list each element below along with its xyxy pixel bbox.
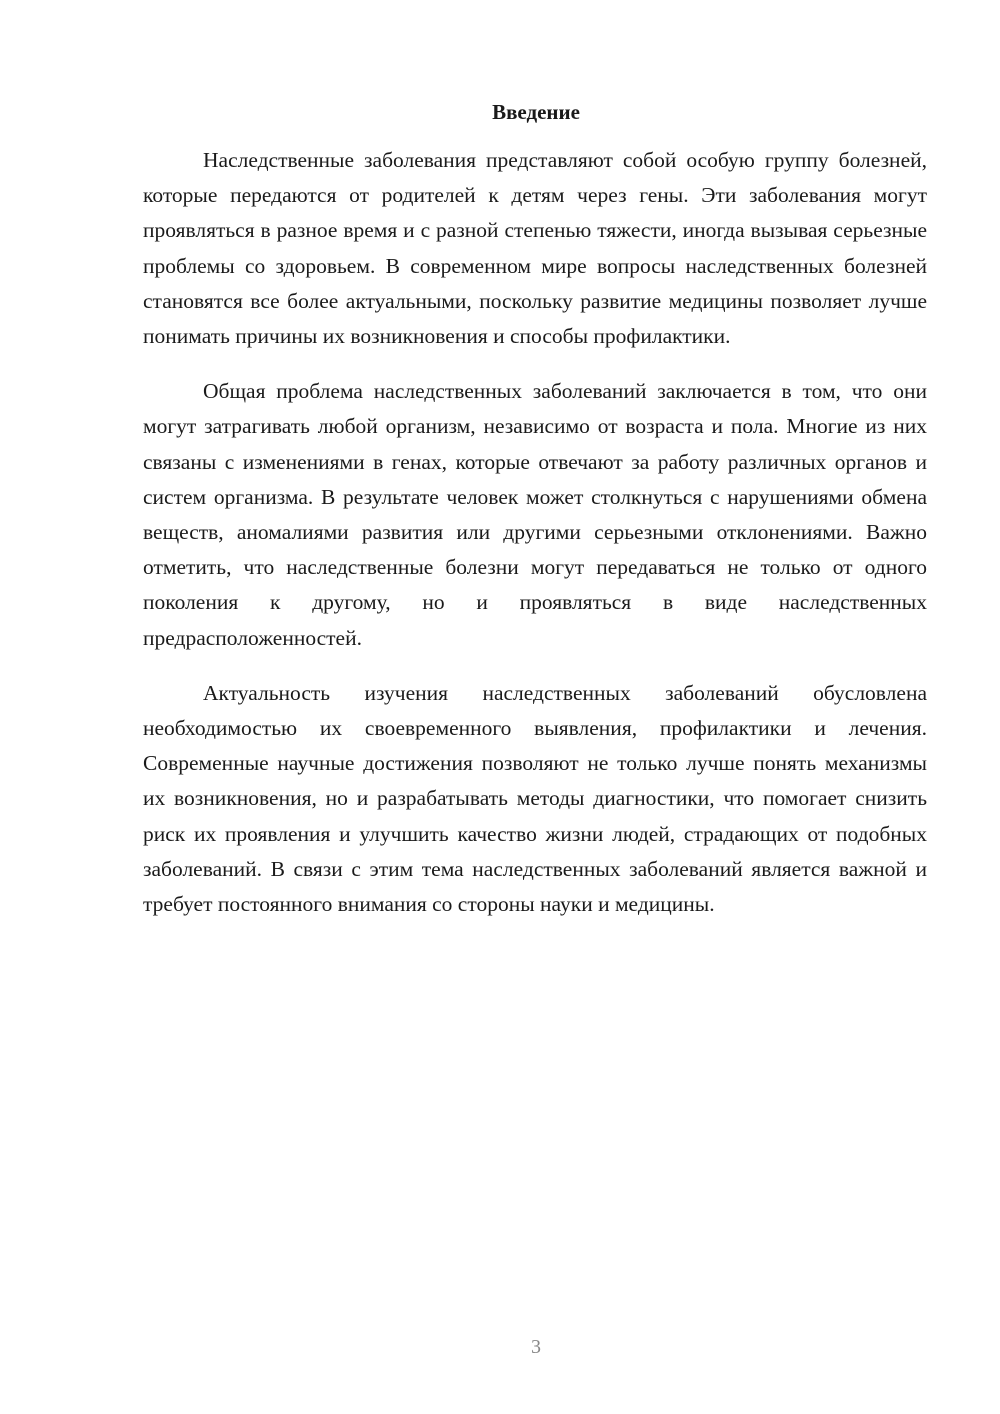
page-number: 3 <box>531 1336 541 1358</box>
paragraph-2: Общая проблема наследственных заболеваний заключается в том, что они могут затрагивать любой организм, независимо от возраста и пола. Многие из них связаны с изменениями в генах, которые отвечают за работу различных органов и систем организма. В результате человек может столкнуться с нарушениями обмена веществ, аномалиями развития или другими серьезными отклонениями. Важно отметить, что наследственные болезни могут передаваться не только от одного поколения к другому, но и проявляться в виде наследственных предрасположенностей. <box>143 379 927 650</box>
document-body <box>143 143 927 942</box>
paragraph-1: Наследственные заболевания представляют собой особую группу болезней, которые передаются от родителей к детям через гены. Эти заболевания могут проявляться в разное время и с разной степенью тяжести, иногда вызывая серьезные проблемы со здоровьем. В современном мире вопросы наследственных болезней становятся все более актуальными, поскольку развитие медицины позволяет лучше понимать причины их возникновения и способы профилактики. <box>143 148 927 349</box>
section-heading: Введение <box>492 100 580 124</box>
paragraph-3: Актуальность изучения наследственных заболеваний обусловлена необходимостью их своевременного выявления, профилактики и лечения. Современные научные достижения позволяют не только лучше понять механизмы их возникновения, но и разрабатывать методы диагностики, что помогает снизить риск их проявления и улучшить качество жизни людей, страдающих от подобных заболеваний. В связи с этим тема наследственных заболеваний является важной и требует постоянного внимания со стороны науки и медицины. <box>143 680 927 917</box>
